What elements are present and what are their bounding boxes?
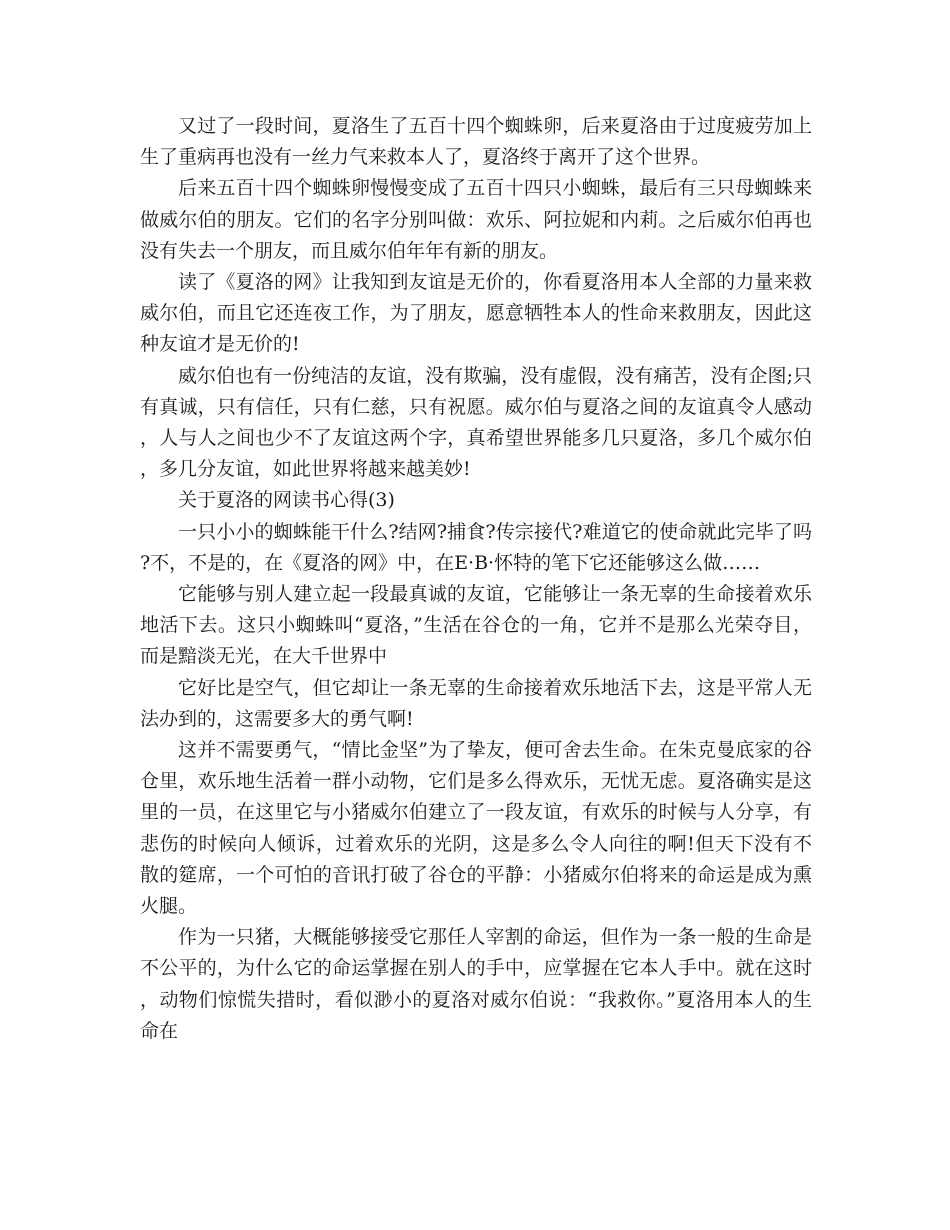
paragraph: 一只小小的蜘蛛能干什么?结网?捕食?传宗接代?难道它的使命就此完毕了吗?不，不是的，在《夏洛的网》中，在E·B·怀特的笔下它还能够这么做…… bbox=[140, 520, 812, 574]
paragraph: 作为一只猪，大概能够接受它那任人宰割的命运，但作为一条一般的生命是不公平的，为什么它的命运掌握在别人的手中，应掌握在它本人手中。就在这时，动物们惊慌失措时，看似渺小的夏洛对威尔伯说：“我救你。”夏洛用本人的生命在 bbox=[140, 926, 812, 1042]
section-heading: 关于夏洛的网读书心得(3) bbox=[178, 489, 395, 512]
paragraph: 它好比是空气，但它却让一条无辜的生命接着欢乐地活下去，这是平常人无法办到的，这需要多大的勇气啊! bbox=[140, 676, 812, 730]
paragraph: 威尔伯也有一份纯洁的友谊，没有欺骗，没有虚假，没有痛苦，没有企图;只有真诚，只有信任，只有仁慈，只有祝愿。威尔伯与夏洛之间的友谊真令人感动，人与人之间也少不了友谊这两个字，真希望世界能多几只夏洛，多几个威尔伯，多几分友谊，如此世界将越来越美妙! bbox=[140, 364, 812, 481]
paragraph: 它能够与别人建立起一段最真诚的友谊，它能够让一条无辜的生命接着欢乐地活下去。这只小蜘蛛叫“夏洛，”生活在谷仓的一角，它并不是那么光荣夺目，而是黯淡无光，在大千世界中 bbox=[140, 583, 812, 668]
paragraph: 后来五百十四个蜘蛛卵慢慢变成了五百十四只小蜘蛛，最后有三只母蜘蛛来做威尔伯的朋友。它们的名字分别叫做：欢乐、阿拉妮和内莉。之后威尔伯再也没有失去一个朋友，而且威尔伯年年有新的朋友。 bbox=[140, 177, 812, 262]
paragraph: 又过了一段时间，夏洛生了五百十四个蜘蛛卵，后来夏洛由于过度疲劳加上生了重病再也没有一丝力气来救本人了，夏洛终于离开了这个世界。 bbox=[140, 115, 812, 169]
document-page bbox=[140, 111, 812, 1047]
paragraph: 这并不需要勇气，“情比金坚”为了挚友，便可舍去生命。在朱克曼底家的谷仓里，欢乐地生活着一群小动物，它们是多么得欢乐，无忧无虑。夏洛确实是这里的一员，在这里它与小猪威尔伯建立了一段友谊，有欢乐的时候与人分享，有悲伤的时候向人倾诉，过着欢乐的光阴，这是多么令人向往的啊!但天下没有不散的筵席，一个可怕的音讯打破了谷仓的平静：小猪威尔伯将来的命运是成为熏火腿。 bbox=[140, 739, 812, 918]
paragraph: 读了《夏洛的网》让我知到友谊是无价的，你看夏洛用本人全部的力量来救威尔伯，而且它还连夜工作，为了朋友，愿意牺牲本人的性命来救朋友，因此这种友谊才是无价的! bbox=[140, 271, 812, 356]
